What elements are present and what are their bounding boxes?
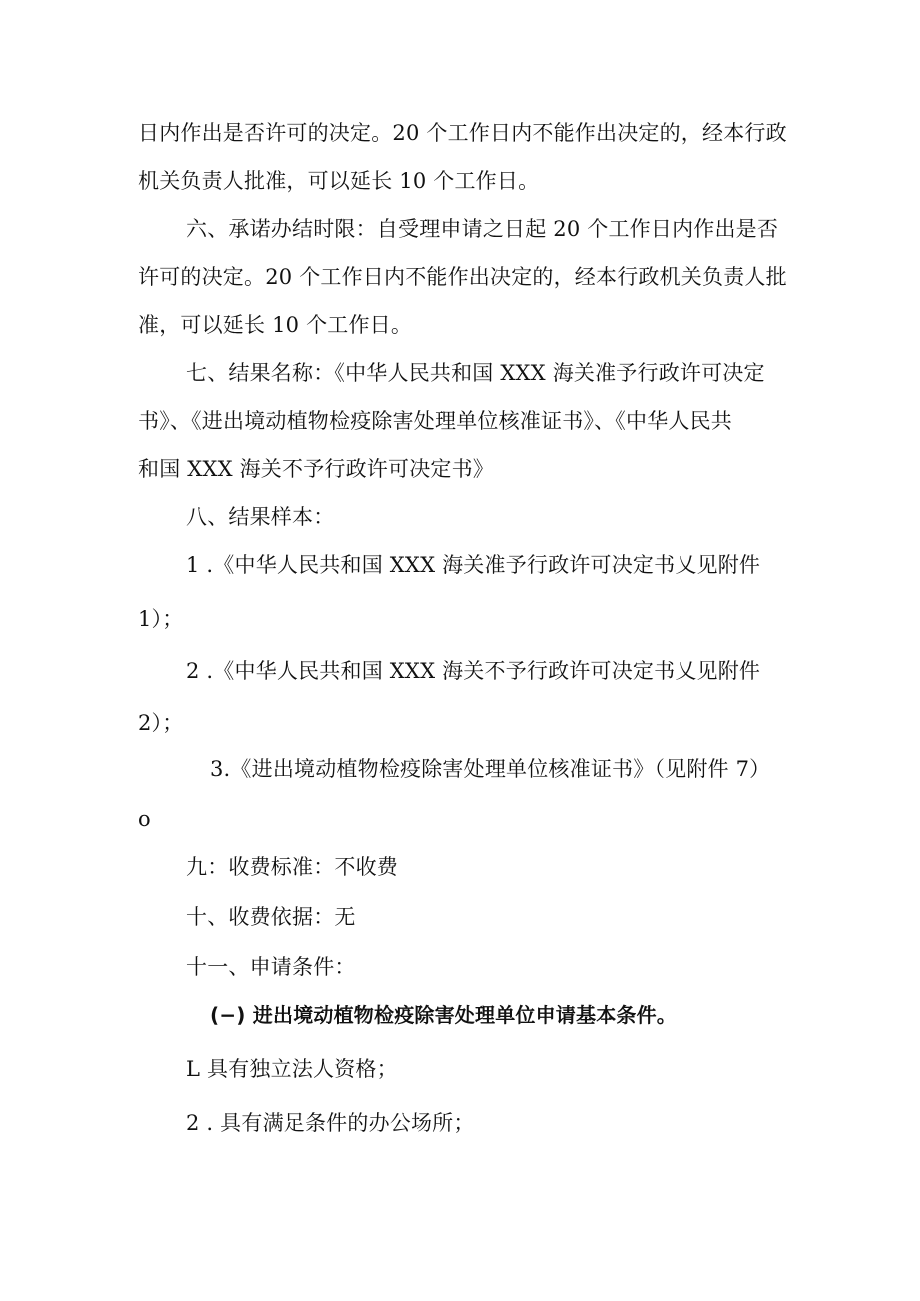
section-6-line-3: 准，可以延长 10 个工作日。 <box>138 313 413 337</box>
sample-3-line-2: o <box>138 807 151 831</box>
sample-3-line-1: 3.《进出境动植物检疫除害处理单位核准证书》（见附件 7） <box>210 757 771 781</box>
section-7-line-1: 七、结果名称：《中华人民共和国 XXX 海关准予行政许可决定 <box>186 361 765 385</box>
section-8-heading: 八、结果样本： <box>186 505 335 529</box>
paragraph-line-2: 机关负责人批准，可以延长 10 个工作日。 <box>138 169 540 193</box>
section-6-line-1: 六、承诺办结时限：自受理申请之日起 20 个工作日内作出是否 <box>186 217 779 241</box>
sample-1-line-1: 1 .《中华人民共和国 XXX 海关准予行政许可决定书乂见附件 <box>186 553 761 577</box>
section-10: 十、收费依据：无 <box>186 905 356 929</box>
sample-2-line-2: 2）； <box>138 711 184 735</box>
paragraph-line-1: 日内作出是否许可的决定。20 个工作日内不能作出决定的，经本行政 <box>138 121 787 145</box>
sample-2-line-1: 2 .《中华人民共和国 XXX 海关不予行政许可决定书乂见附件 <box>186 659 761 683</box>
section-7-line-2: 书》、《进出境动植物检疫除害处理单位核准证书》、《中华人民共 <box>138 409 732 433</box>
section-9: 九：收费标准：不收费 <box>186 855 398 879</box>
section-6-line-2: 许可的决定。20 个工作日内不能作出决定的，经本行政机关负责人批 <box>138 265 787 289</box>
sample-1-line-2: 1）； <box>138 607 184 631</box>
subsection-1-heading: (−) 进出境动植物检疫除害处理单位申请基本条件。 <box>210 1003 678 1027</box>
section-11-heading: 十一、申请条件： <box>186 955 356 979</box>
section-7-line-3: 和国 XXX 海关不予行政许可决定书》 <box>138 457 494 481</box>
condition-2: 2 . 具有满足条件的办公场所； <box>186 1111 475 1135</box>
condition-1: L 具有独立法人资格； <box>186 1057 398 1081</box>
